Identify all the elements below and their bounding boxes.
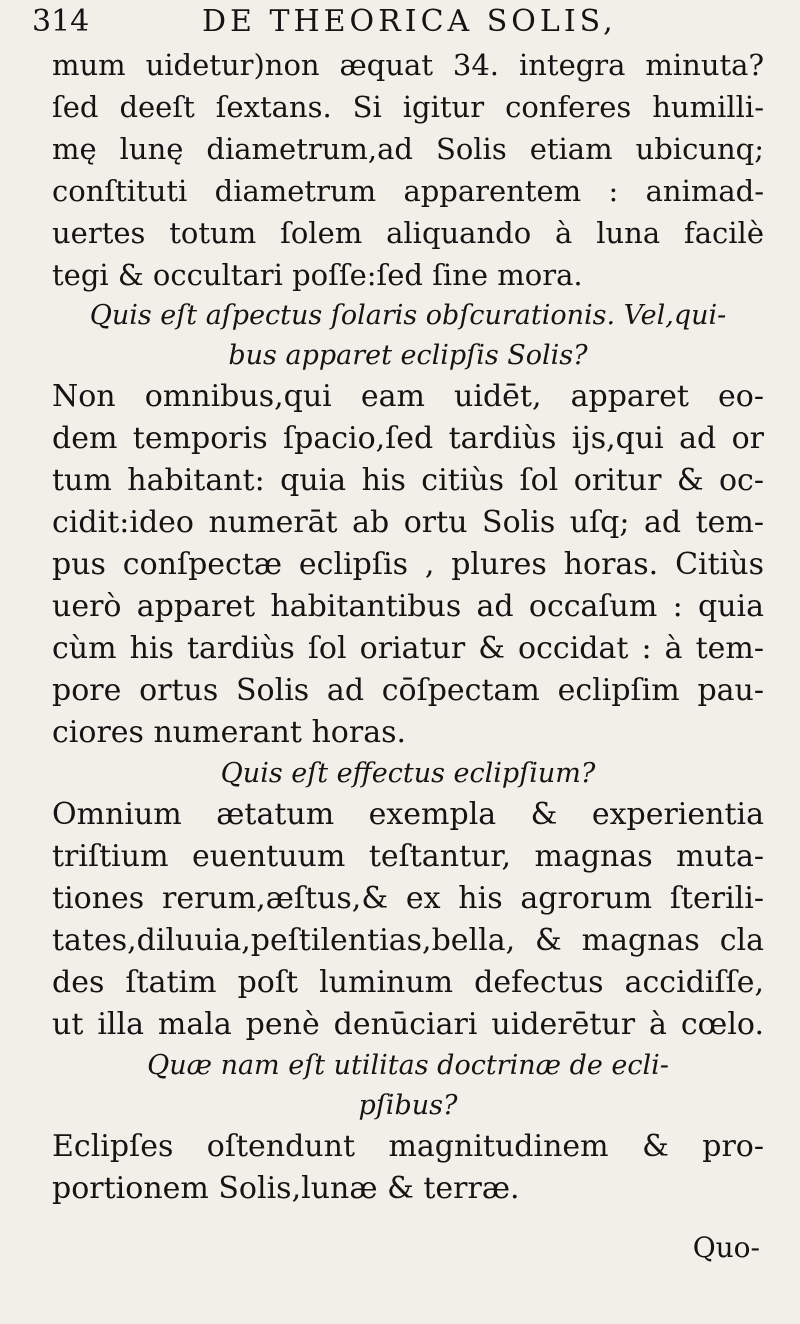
text-line: cidit:ideo numerāt ab ortu Solis uſq; ad tem- [52,505,764,540]
text-line: tum habitant: quia his citiùs ſol oritur & oc- [52,463,764,498]
text-line: pore ortus Solis ad cōſpectam eclipſim pau- [52,673,764,708]
text-line: dem temporis ſpacio,ſed tardiùs ijs,qui ad or [52,421,764,456]
text-line: uerò apparet habitantibus ad occaſum : quia [52,589,764,624]
page-number: 314 [32,4,90,39]
catchword: Quo- [692,1231,760,1264]
text-line: tates,diluuia,peſtilentias,bella, & magnas cla [52,923,764,958]
text-line: uertes totum ſolem aliquando à luna facilè [52,216,764,250]
text-line: tegi & occultari poſſe:ſed ſine mora. [52,258,583,292]
text-line: ut illa mala penè denūciari uiderētur à cœlo. [52,1007,764,1042]
body-text [52,44,764,1210]
text-line: triſtium euentuum teſtantur, magnas muta- [52,839,764,874]
text-line: ſed deeſt ſextans. Si igitur conferes humilli- [52,90,764,124]
text-line: Eclipſes oſtendunt magnitudinem & pro- [52,1129,764,1164]
question-heading-line: Quis eſt aſpectus ſolaris obſcurationis. Vel,qui- [89,300,727,331]
text-line: tiones rerum,æſtus,& ex his agrorum ſterili- [52,881,764,916]
running-head: DE THEORICA SOLIS, [202,4,617,39]
question-heading-line: Quis eſt effectus eclipſium? [220,758,596,789]
text-line: conſtituti diametrum apparentem : animad- [52,174,764,208]
text-line: mę lunę diametrum,ad Solis etiam ubicunq; [52,132,764,166]
question-heading-line: bus apparet eclipſis Solis? [228,340,588,371]
text-line: des ſtatim poſt luminum defectus accidiſſe, [52,965,764,1000]
text-line: ciores numerant horas. [52,715,407,750]
text-line: Non omnibus,qui eam uidēt, apparet eo- [52,379,764,414]
page-header [32,2,772,42]
text-line: cùm his tardiùs ſol oriatur & occidat : à tem- [52,631,764,666]
text-line: Omnium ætatum exempla & experientia [52,797,764,832]
text-line: pus conſpectæ eclipſis , plures horas. Citiùs [52,547,764,582]
text-line: mum uidetur)non æquat 34. integra minuta? [52,48,764,82]
question-heading-line: Quæ nam eſt utilitas doctrinæ de ecli- [147,1050,669,1081]
question-heading-line: pſibus? [358,1090,458,1121]
text-line: portionem Solis,lunæ & terræ. [52,1171,520,1206]
